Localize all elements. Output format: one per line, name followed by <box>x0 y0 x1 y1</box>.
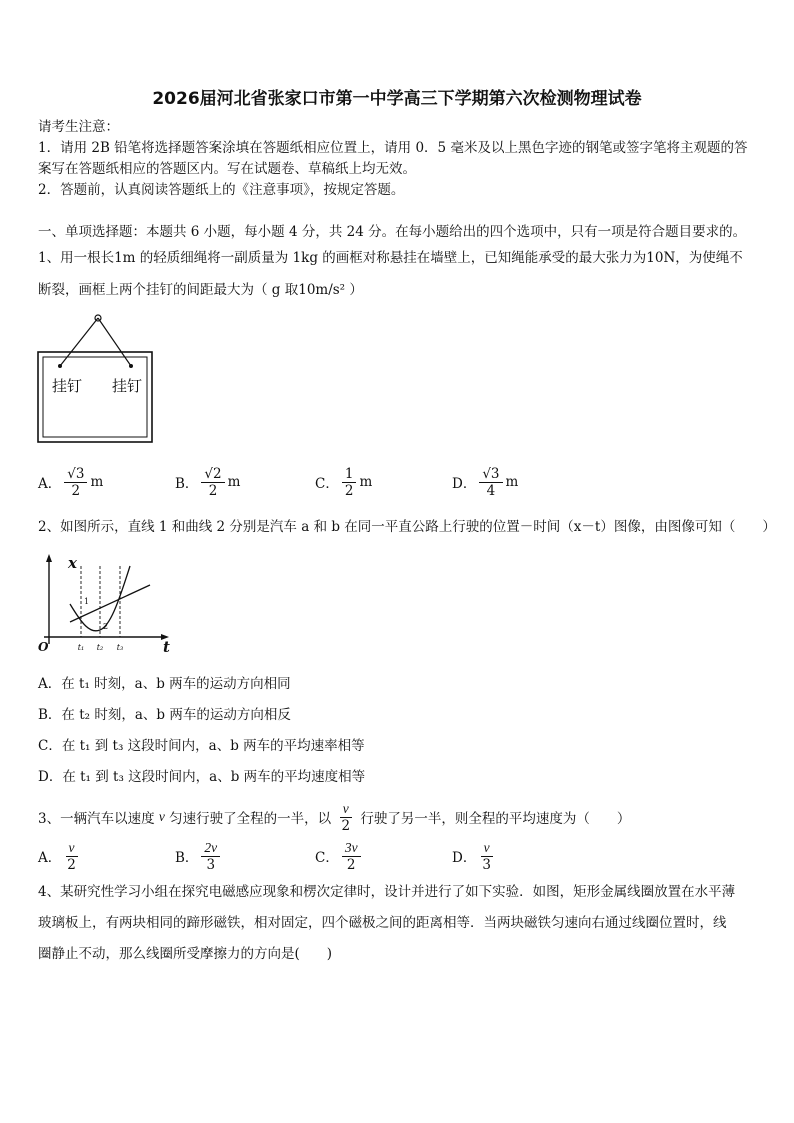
fraction-denominator: 2 <box>208 482 218 499</box>
fraction-denominator: 2 <box>346 856 356 873</box>
q3-stem-text: 3、一辆汽车以速度 <box>38 811 159 827</box>
notice-line: 案写在答题纸相应的答题区内。写在试题卷、草稿纸上均无效。 <box>38 161 416 177</box>
q4-stem-line: 玻璃板上，有两块相同的蹄形磁铁，相对固定，四个磁极之间的距离相等．当两块磁铁匀速向右通过线圈位置时，线 <box>38 915 727 931</box>
q2-option-d: D．在 t₁ 到 t₃ 这段时间内，a、b 两车的平均速度相等 <box>38 769 366 785</box>
q4-stem-line: 圈静止不动，那么线圈所受摩擦力的方向是( ) <box>38 946 333 962</box>
q1-option-b <box>175 465 240 499</box>
option-label: B． <box>175 476 199 492</box>
notice-heading: 请考生注意： <box>38 119 119 135</box>
frame-inner-border <box>43 357 147 437</box>
x-t-graph <box>38 552 173 657</box>
line-1 <box>70 585 150 622</box>
option-fraction <box>342 466 357 499</box>
fraction-denominator: 2 <box>344 482 354 499</box>
fraction-numerator: √2 <box>201 466 224 483</box>
curve-2-label: 2 <box>103 622 109 631</box>
q3-stem-fraction <box>338 801 353 834</box>
option-fraction <box>479 466 502 499</box>
fraction-numerator: √3 <box>64 466 87 483</box>
frame-outer-border <box>38 352 152 442</box>
q2-option-a: A．在 t₁ 时刻，a、b 两车的运动方向相同 <box>38 676 291 692</box>
nail-right-label: 挂钉 <box>112 377 143 395</box>
q3-stem <box>38 800 630 834</box>
q2-stem: 2、如图所示，直线 1 和曲线 2 分别是汽车 a 和 b 在同一平直公路上行驶的位置－时间（x－t）图像，由图像可知（ ） <box>38 519 776 535</box>
q3-stem-text: 匀速行驶了全程的一半，以 <box>164 811 336 827</box>
fraction-denominator: 3 <box>482 856 491 873</box>
option-unit: m <box>505 474 519 490</box>
option-label: B． <box>175 850 199 866</box>
fraction-denominator: 2 <box>341 817 351 834</box>
fraction-denominator: 2 <box>71 482 81 499</box>
option-fraction <box>479 840 494 873</box>
option-fraction <box>64 466 87 499</box>
q3-option-c <box>315 839 364 873</box>
page-title: 2026届河北省张家口市第一中学高三下学期第六次检测物理试卷 <box>152 89 642 109</box>
fraction-denominator: 3 <box>206 856 216 873</box>
option-unit: m <box>359 474 373 490</box>
fraction-numerator: 3v <box>342 840 361 857</box>
rope-right <box>98 318 131 366</box>
option-label: C． <box>315 476 339 492</box>
rope-left <box>60 318 98 366</box>
option-fraction <box>201 466 224 499</box>
option-label: C． <box>315 850 339 866</box>
q1-stem-line: 1、用一根长1m 的轻质细绳将一副质量为 1kg 的画框对称悬挂在墙壁上，已知绳能承受的最大张力为10N，为使绳不 <box>38 250 743 266</box>
q2-option-b: B．在 t₂ 时刻，a、b 两车的运动方向相反 <box>38 707 291 723</box>
fraction-numerator: √3 <box>479 466 502 483</box>
q1-option-d <box>452 465 518 499</box>
q3-stem-variable: v <box>158 809 165 824</box>
q1-option-a <box>38 465 103 499</box>
option-unit: m <box>90 474 104 490</box>
nail-right <box>129 364 133 368</box>
q3-option-d <box>452 839 497 873</box>
nail-left <box>58 364 62 368</box>
notice-line: 2．答题前，认真阅读答题纸上的《注意事项》，按规定答题。 <box>38 182 405 198</box>
fraction-numerator: v <box>340 801 352 818</box>
option-fraction <box>64 840 79 873</box>
line-1-label: 1 <box>84 597 90 606</box>
y-axis-arrow <box>46 554 52 562</box>
y-axis-label: x <box>68 554 77 572</box>
option-fraction <box>201 840 220 873</box>
tick-label-t1: t₁ <box>77 643 85 652</box>
x-axis-label: t <box>163 638 170 656</box>
fraction-numerator: 2v <box>201 840 220 857</box>
option-fraction <box>342 840 361 873</box>
tick-label-t3: t₃ <box>116 643 124 652</box>
picture-frame-diagram <box>30 310 160 450</box>
option-label: A． <box>38 476 62 492</box>
q3-option-a <box>38 839 82 873</box>
q3-stem-text: 行驶了另一半，则全程的平均速度为（ ） <box>356 811 631 827</box>
fraction-numerator: 1 <box>342 466 357 483</box>
notice-line: 1．请用 2B 铅笔将选择题答案涂填在答题纸相应位置上，请用 0．5 毫米及以上黑色字迹的钢笔或签字笔将主观题的答 <box>38 140 748 156</box>
q4-stem-line: 4、某研究性学习小组在探究电磁感应现象和楞次定律时，设计并进行了如下实验．如图，矩形金属线圈放置在水平薄 <box>38 884 736 900</box>
q2-option-c: C．在 t₁ 到 t₃ 这段时间内，a、b 两车的平均速率相等 <box>38 738 365 754</box>
fraction-denominator: 4 <box>486 482 496 499</box>
option-unit: m <box>227 474 241 490</box>
nail-left-label: 挂钉 <box>52 377 83 395</box>
tick-label-t2: t₂ <box>96 643 104 652</box>
fraction-denominator: 2 <box>67 856 76 873</box>
q3-option-b <box>175 839 223 873</box>
section-heading: 一、单项选择题：本题共 6 小题，每小题 4 分，共 24 分。在每小题给出的四个选项中，只有一项是符合题目要求的。 <box>38 224 747 240</box>
option-label: D． <box>452 850 477 866</box>
origin-label: O <box>38 640 49 654</box>
option-label: D． <box>452 476 477 492</box>
q1-option-c <box>315 465 372 499</box>
option-label: A． <box>38 850 62 866</box>
fraction-numerator: v <box>481 840 493 857</box>
q1-stem-line: 断裂，画框上两个挂钉的间距最大为（ g 取10m/s² ） <box>38 282 363 298</box>
fraction-numerator: v <box>66 840 78 857</box>
